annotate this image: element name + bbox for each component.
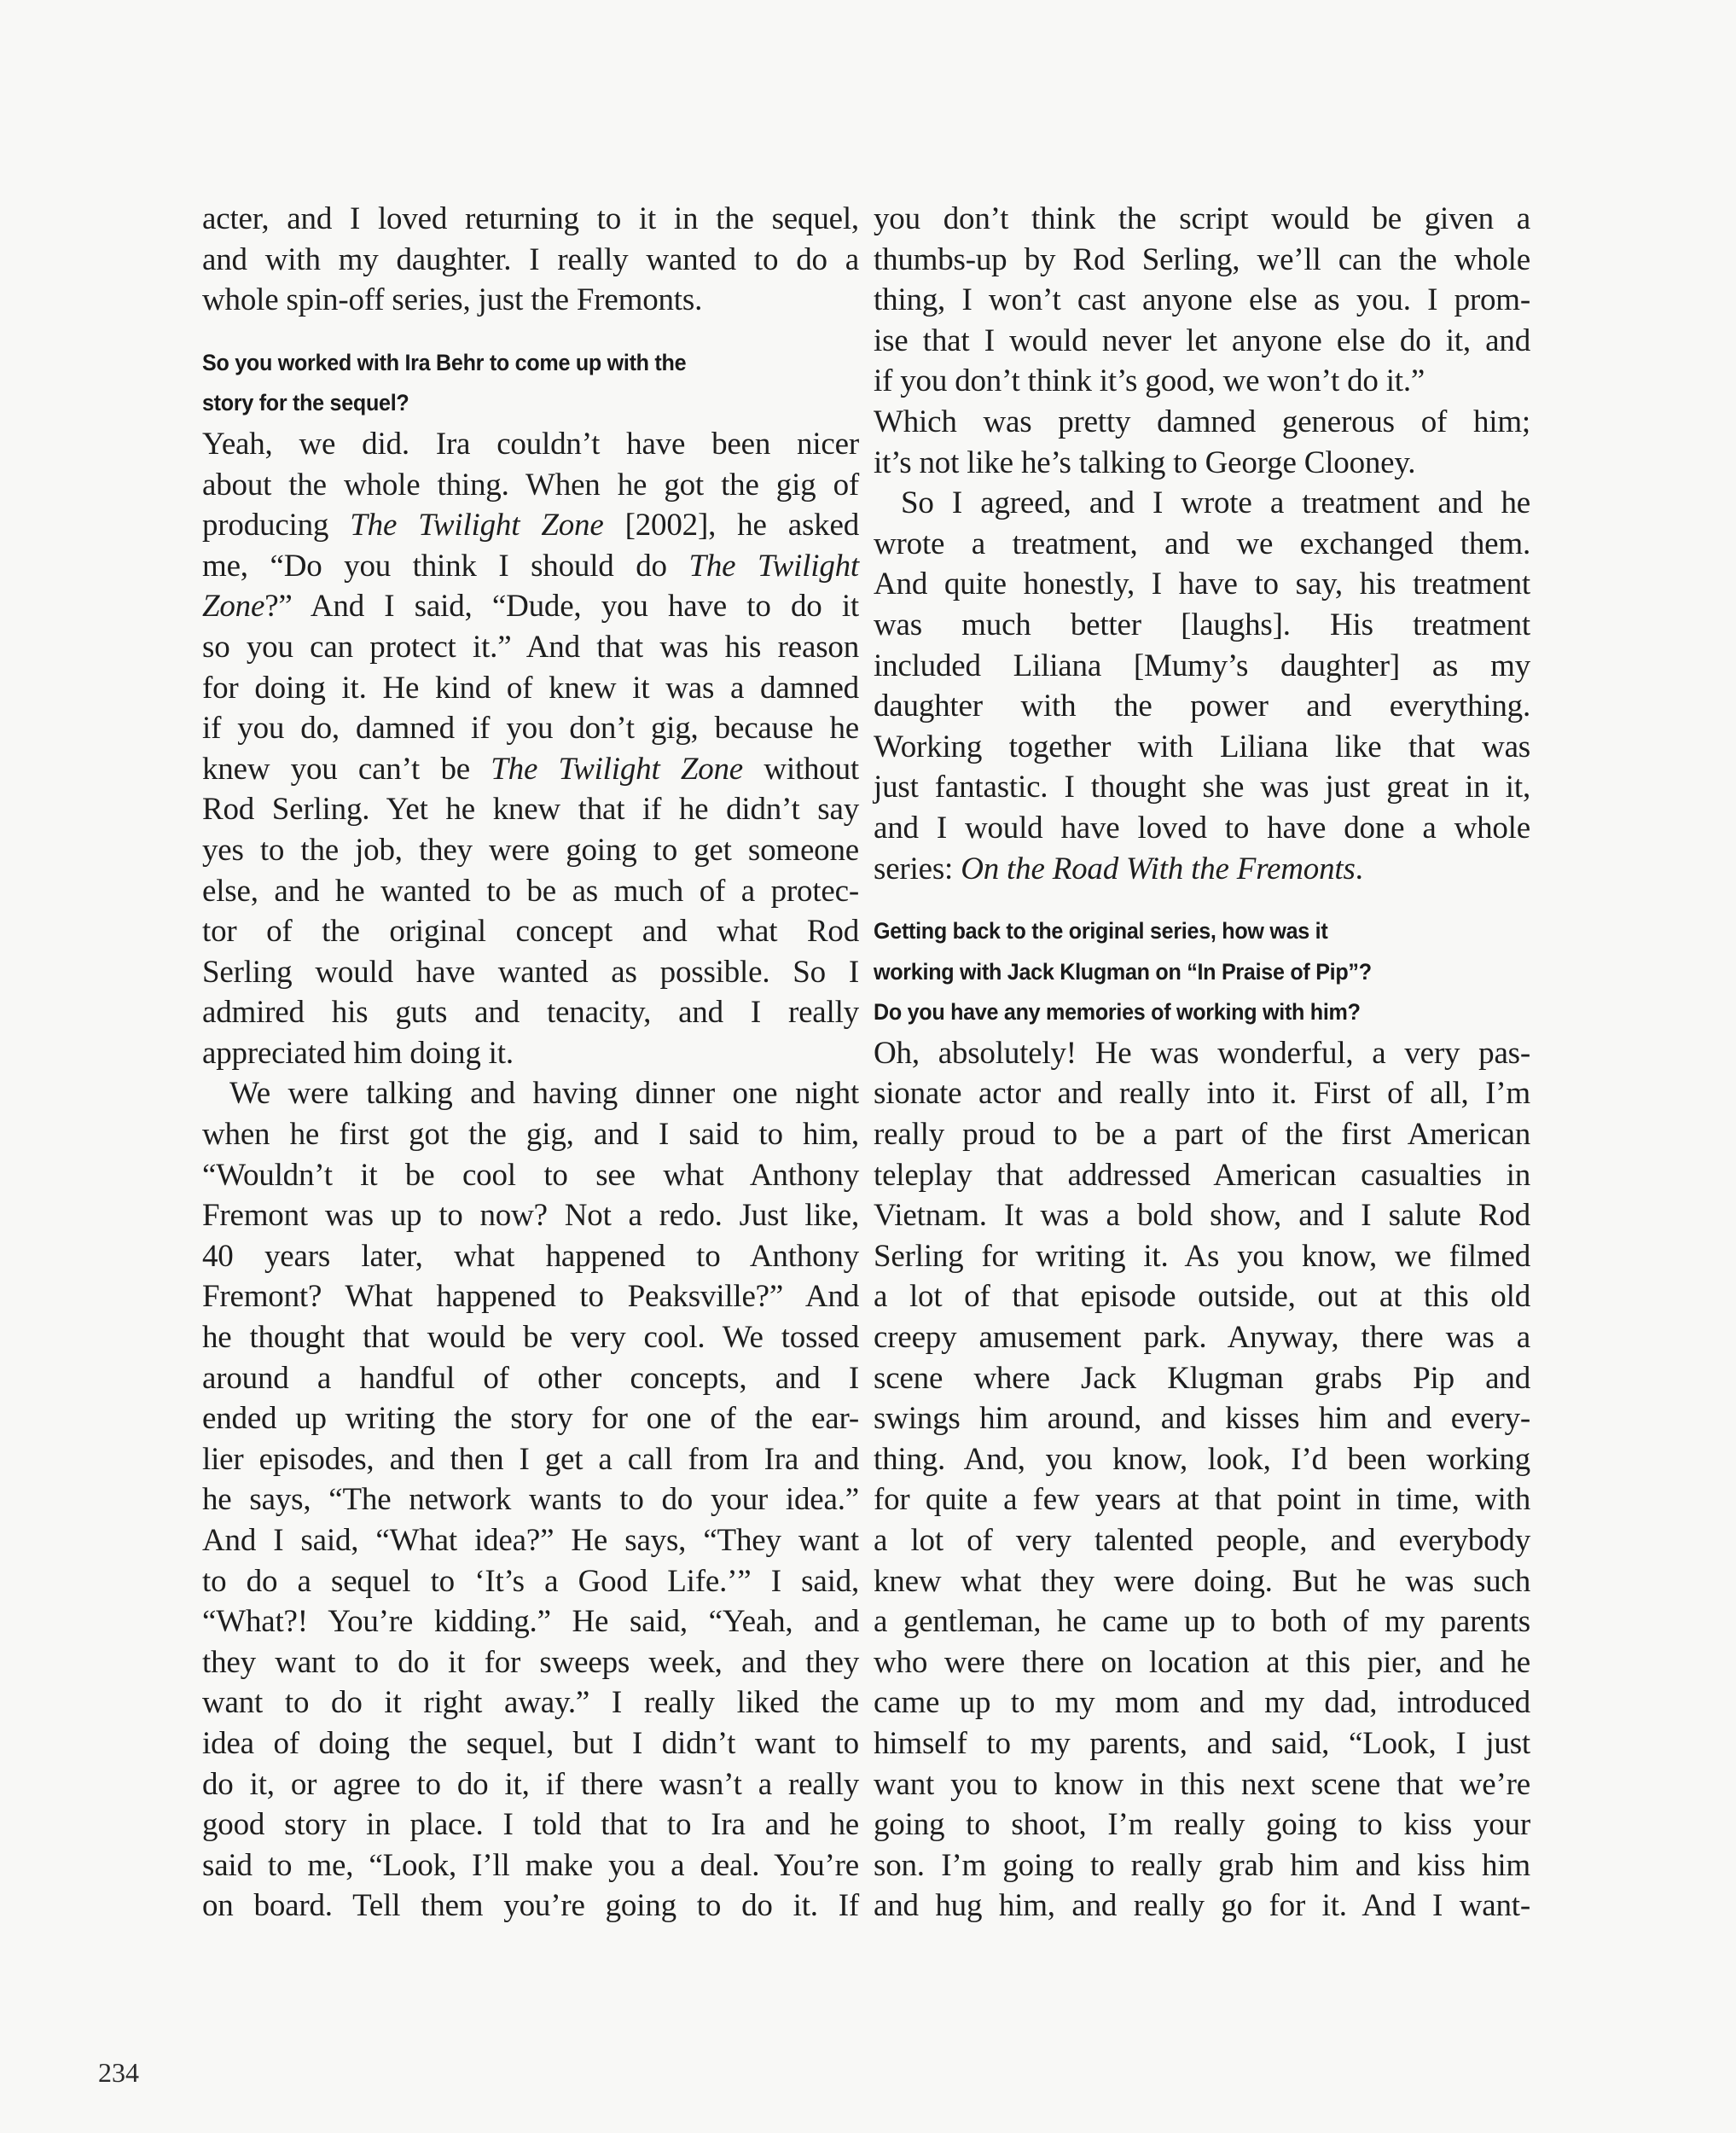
text-line: a lot of that episode outside, out at this old xyxy=(874,1279,1530,1315)
text-line: We were talking and having dinner one night xyxy=(229,1076,859,1112)
text-line: he thought that would be very cool. We tossed xyxy=(202,1320,859,1356)
question-line: Do you have any memories of working with him? xyxy=(874,999,1361,1026)
text-line: and I would have loved to have done a whole xyxy=(874,810,1530,846)
page-number: 234 xyxy=(98,2057,139,2088)
text-line: Working together with Liliana like that was xyxy=(874,729,1530,764)
text-line: just fantastic. I thought she was just great in it, xyxy=(874,770,1530,805)
text-line: So I agreed, and I wrote a treatment and he xyxy=(901,485,1530,521)
text-segment: knew you can’t be xyxy=(202,751,491,787)
text-line: idea of doing the sequel, but I didn’t want to xyxy=(202,1725,859,1761)
italic-title: The Twilight Zone xyxy=(350,508,604,543)
interview-question xyxy=(202,343,859,424)
text-line: 40 years later, what happened to Anthony xyxy=(202,1238,859,1274)
text-line xyxy=(202,586,859,627)
text-line xyxy=(202,749,859,790)
question-line: Getting back to the original series, how was it xyxy=(874,918,1328,944)
text-line: want you to know in this next scene that we’re xyxy=(874,1766,1530,1802)
right-column xyxy=(874,199,1530,1927)
text-line: admired his guts and tenacity, and I really xyxy=(202,995,859,1031)
text-line: came up to my mom and my dad, introduced xyxy=(874,1685,1530,1721)
text-line: scene where Jack Klugman grabs Pip and xyxy=(874,1360,1530,1396)
text-line: sionate actor and really into it. First of all, I’m xyxy=(874,1076,1530,1112)
italic-title: The Twilight Zone xyxy=(491,751,744,787)
text-line: really proud to be a part of the first American xyxy=(874,1117,1530,1153)
text-segment: producing xyxy=(202,508,351,543)
text-line: Which was pretty damned generous of him; xyxy=(874,404,1530,439)
text-line: for quite a few years at that point in time, with xyxy=(874,1482,1530,1518)
question-line: So you worked with Ira Behr to come up with the xyxy=(202,349,687,375)
text-line: he says, “The network wants to do your idea.” xyxy=(202,1482,859,1518)
text-line xyxy=(202,505,859,546)
text-line: Serling would have wanted as possible. So I xyxy=(202,954,859,990)
text-line: they want to do it for sweeps week, and they xyxy=(202,1644,859,1680)
text-segment: . xyxy=(1355,851,1363,886)
continued-paragraph xyxy=(874,199,1530,483)
answer-paragraph xyxy=(202,424,859,1074)
text-segment: ?” And I said, “Dude, you have to do it xyxy=(264,589,859,625)
text-line: if you do, damned if you don’t gig, because he xyxy=(202,711,859,747)
text-line: son. I’m going to really grab him and kiss him xyxy=(874,1847,1530,1883)
text-line: lier episodes, and then I get a call from Ira and xyxy=(202,1441,859,1477)
question-line: story for the sequel? xyxy=(202,390,409,416)
intro-paragraph xyxy=(202,199,859,321)
text-line: Serling for writing it. As you know, we filmed xyxy=(874,1238,1530,1274)
text-segment: [2002], he asked xyxy=(603,508,860,543)
text-line: thing. And, you know, look, I’d been working xyxy=(874,1441,1530,1477)
text-line: else, and he wanted to be as much of a protec- xyxy=(202,873,859,909)
body-paragraph xyxy=(202,1073,859,1926)
text-line: to do a sequel to ‘It’s a Good Life.’” I said, xyxy=(202,1563,859,1599)
text-line: said to me, “Look, I’ll make you a deal. You’re xyxy=(202,1847,859,1883)
text-line: included Liliana [Mumy’s daughter] as my xyxy=(874,648,1530,683)
text-line: a gentleman, he came up to both of my parents xyxy=(874,1604,1530,1640)
text-segment: me, “Do you think I should do xyxy=(202,548,689,584)
text-line: for doing it. He kind of knew it was a damned xyxy=(202,670,859,706)
text-line: on board. Tell them you’re going to do it. If xyxy=(202,1888,859,1924)
text-line: teleplay that addressed American casualties in xyxy=(874,1157,1530,1193)
text-line xyxy=(874,849,1530,890)
text-line: who were there on location at this pier, and he xyxy=(874,1644,1530,1680)
text-line: yes to the job, they were going to get someone xyxy=(202,832,859,868)
text-line: swings him around, and kisses him and every- xyxy=(874,1401,1530,1437)
text-line: And quite honestly, I have to say, his treatment xyxy=(874,567,1530,602)
text-line: whole spin-off series, just the Fremonts. xyxy=(202,282,703,318)
text-line: about the whole thing. When he got the gig of xyxy=(202,467,859,503)
text-line: it’s not like he’s talking to George Clooney. xyxy=(874,445,1416,480)
text-line: you don’t think the script would be given a xyxy=(874,201,1530,236)
text-line: ise that I would never let anyone else do it, and xyxy=(874,323,1530,358)
text-line: and with my daughter. I really wanted to do a xyxy=(202,241,859,277)
text-line: if you don’t think it’s good, we won’t do it.” xyxy=(874,363,1425,399)
text-line: Fremont was up to now? Not a redo. Just like, xyxy=(202,1198,859,1234)
body-paragraph xyxy=(874,483,1530,889)
text-line: thing, I won’t cast anyone else as you. I prom- xyxy=(874,282,1530,318)
text-line: ended up writing the story for one of the ear- xyxy=(202,1401,859,1437)
text-line: “What?! You’re kidding.” He said, “Yeah, and xyxy=(202,1604,859,1640)
text-line: Oh, absolutely! He was wonderful, a very pas- xyxy=(874,1035,1530,1071)
text-line: Fremont? What happened to Peaksville?” And xyxy=(202,1279,859,1315)
text-line: Yeah, we did. Ira couldn’t have been nicer xyxy=(202,426,859,462)
text-line: creepy amusement park. Anyway, there was a xyxy=(874,1320,1530,1356)
text-segment: series: xyxy=(874,851,961,886)
text-line: around a handful of other concepts, and I xyxy=(202,1360,859,1396)
text-line: a lot of very talented people, and everybody xyxy=(874,1523,1530,1558)
text-line: going to shoot, I’m really going to kiss your xyxy=(874,1807,1530,1843)
left-column xyxy=(202,199,859,1927)
text-line: thumbs-up by Rod Serling, we’ll can the whole xyxy=(874,241,1530,277)
text-line: appreciated him doing it. xyxy=(202,1035,514,1071)
text-line: do it, or agree to do it, if there wasn’t a really xyxy=(202,1766,859,1802)
text-line: daughter with the power and everything. xyxy=(874,689,1530,724)
text-line: tor of the original concept and what Rod xyxy=(202,914,859,950)
text-segment: without xyxy=(743,751,859,787)
question-line: working with Jack Klugman on “In Praise of Pip”? xyxy=(874,958,1372,985)
text-line: want to do it right away.” I really liked the xyxy=(202,1685,859,1721)
text-line xyxy=(202,546,859,587)
text-line: Vietnam. It was a bold show, and I salute Rod xyxy=(874,1198,1530,1234)
italic-title: The Twilight xyxy=(688,548,860,584)
text-line: wrote a treatment, and we exchanged them. xyxy=(874,526,1530,561)
italic-title: Zone xyxy=(202,589,265,625)
italic-title: On the Road With the Fremonts xyxy=(961,851,1356,886)
text-line: and hug him, and really go for it. And I want- xyxy=(874,1888,1530,1924)
interview-question xyxy=(874,911,1530,1033)
text-line: when he first got the gig, and I said to him, xyxy=(202,1117,859,1153)
answer-paragraph xyxy=(874,1033,1530,1927)
text-line: knew what they were doing. But he was such xyxy=(874,1563,1530,1599)
text-line: good story in place. I told that to Ira and he xyxy=(202,1807,859,1843)
text-line: himself to my parents, and said, “Look, I just xyxy=(874,1725,1530,1761)
text-line: Rod Serling. Yet he knew that if he didn’t say xyxy=(202,792,859,828)
text-line: was much better [laughs]. His treatment xyxy=(874,607,1530,642)
text-line: acter, and I loved returning to it in the sequel, xyxy=(202,201,859,236)
text-line: And I said, “What idea?” He says, “They want xyxy=(202,1523,859,1558)
text-line: “Wouldn’t it be cool to see what Anthony xyxy=(202,1157,859,1193)
text-line: so you can protect it.” And that was his reason xyxy=(202,629,859,665)
